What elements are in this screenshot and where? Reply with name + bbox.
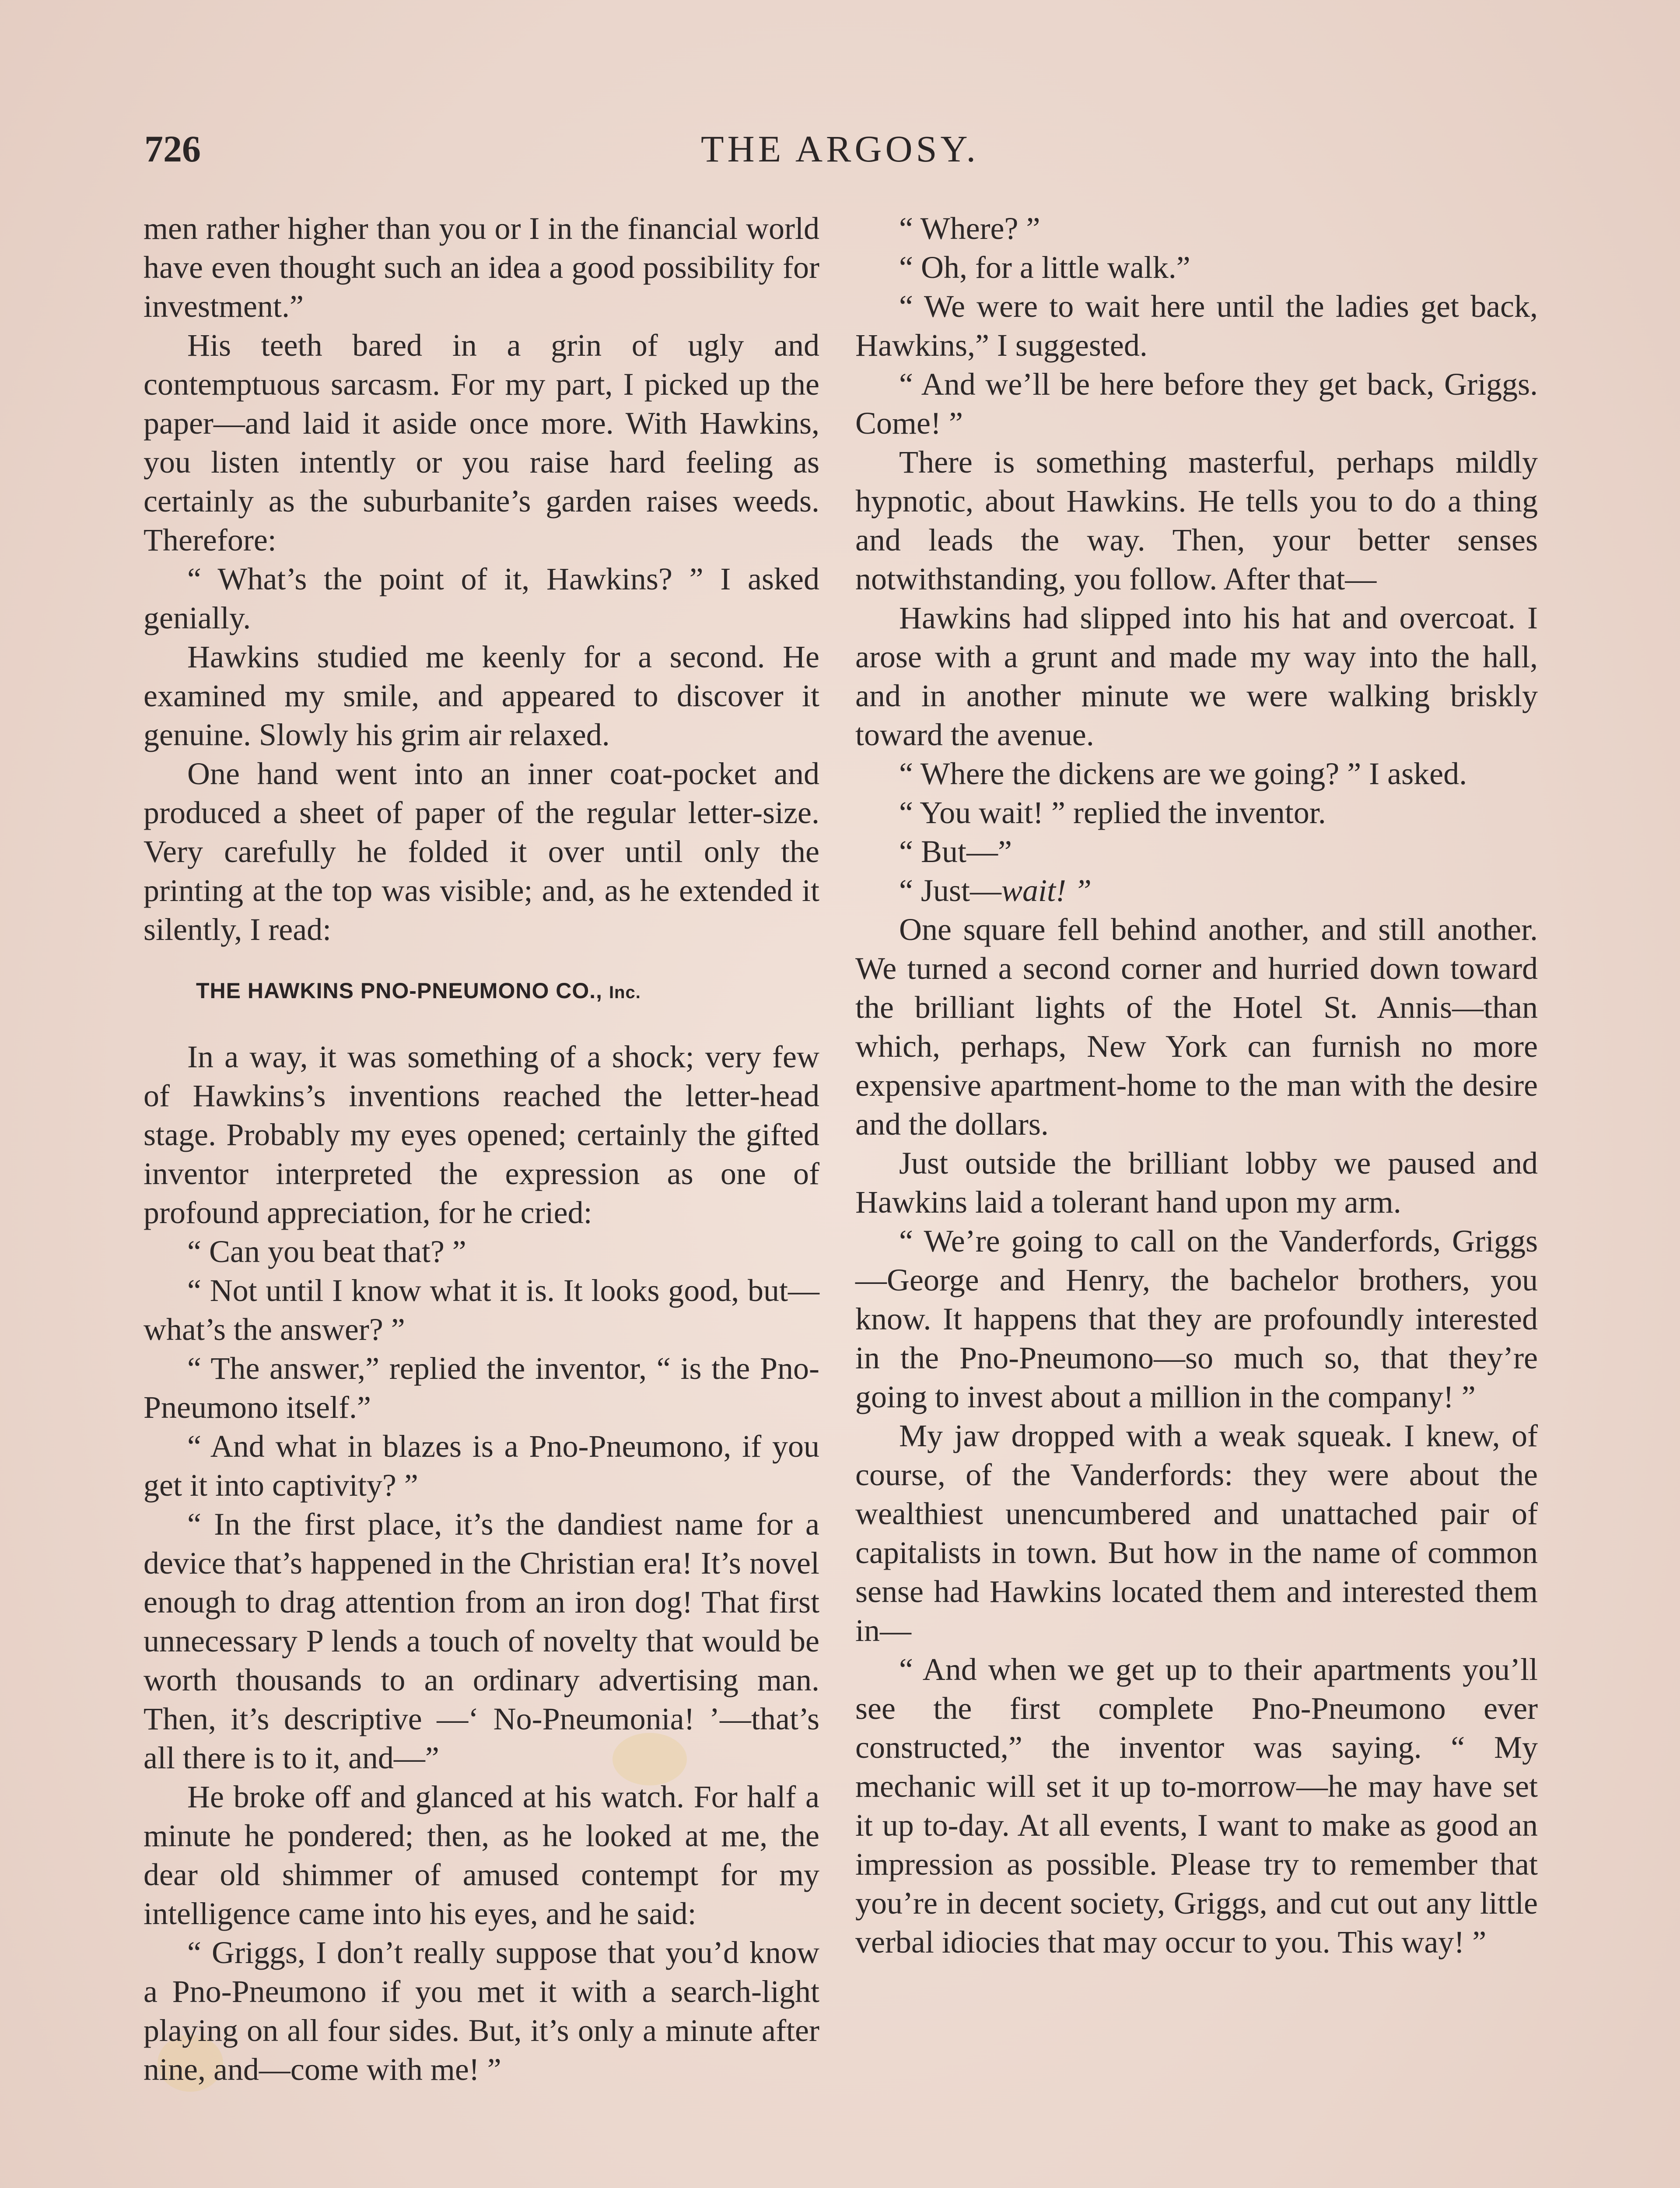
paragraph: He broke off and glanced at his watch. For half a minute he pondered; then, as he looked at me, the dear old shimmer of amused contempt for my intelligence came into his eyes, and he said: — [144, 1779, 819, 1931]
paragraph: “ Griggs, I don’t really suppose that you’d know a Pno-Pneumono if you met it with a search-light playing on all four sides. But, it’s only a minute after nine, and—come with me! ” — [144, 1935, 819, 2087]
paragraph: “ And we’ll be here before they get back, Griggs. Come! ” — [855, 367, 1538, 441]
paragraph: Just outside the brilliant lobby we paused and Hawkins laid a tolerant hand upon my arm. — [855, 1146, 1538, 1220]
right-column — [855, 209, 1538, 1962]
paragraph: “ Where the dickens are we going? ” I asked. — [899, 756, 1467, 791]
paragraph: “ And when we get up to their apartments you’ll see the first complete Pno-Pneumono ever constructed,” the inventor was saying. “ My mechanic will set it up to-morrow—he may have set it up to-day. At all events, I want to make as good an impression as possible. Please try to remember that you’re in decent society, Griggs, and cut out any little verbal idiocies that may occur to you. This way! ” — [855, 1652, 1538, 1960]
paragraph: “ What’s the point of it, Hawkins? ” I asked genially. — [144, 561, 819, 635]
paragraph: “ We were to wait here until the ladies get back, Hawkins,” I suggested. — [855, 289, 1538, 363]
paragraph: “ And what in blazes is a Pno-Pneumono, if you get it into captivity? ” — [144, 1429, 819, 1503]
paragraph: “ Where? ” — [899, 211, 1040, 246]
page-number: 726 — [144, 128, 201, 170]
paragraph: “ Oh, for a little walk.” — [899, 250, 1190, 285]
left-column — [144, 209, 819, 2089]
running-head — [144, 127, 1536, 179]
letterhead-suffix: Inc. — [609, 983, 641, 1002]
italic-text: wait! ” — [1001, 873, 1092, 908]
letterhead — [144, 980, 819, 1003]
paragraph: Hawkins studied me keenly for a second. He examined my smile, and appeared to discover it genuine. Slowly his grim air relaxed. — [144, 639, 819, 752]
paragraph: In a way, it was something of a shock; very few of Hawkins’s inventions reached the letter-head stage. Probably my eyes opened; certainly the gifted inventor interpreted the expression as one of profound appreciation, for he cried: — [144, 1039, 819, 1230]
paragraph: “ Not until I know what it is. It looks good, but—what’s the answer? ” — [144, 1273, 819, 1347]
paragraph: “ In the first place, it’s the dandiest name for a device that’s happened in the Christian era! It’s novel enough to drag attention from an iron dog! That first unnecessary P lends a touch of novelty that would be worth thousands to an ordinary advertising man. Then, it’s descriptive —‘ No-Pneumonia! ’—that’s all there is to it, and—” — [144, 1507, 819, 1775]
letterhead-name: THE HAWKINS PNO-PNEUMONO CO., — [196, 978, 603, 1003]
paragraph: men rather higher than you or I in the financial world have even thought such an idea a good possibility for investment.” — [144, 211, 819, 324]
paragraph: One square fell behind another, and still another. We turned a second corner and hurried down toward the brilliant lights of the Hotel St. Annis—than which, perhaps, New York can furnish no more expensive apartment-home to the man with the desire and the dollars. — [855, 912, 1538, 1142]
paragraph: My jaw dropped with a weak squeak. I knew, of course, of the Vanderfords: they were about the wealthiest unencumbered and unattached pair of capitalists in town. But how in the name of common sense had Hawkins located them and interested them in— — [855, 1418, 1538, 1648]
paragraph: There is something masterful, perhaps mildly hypnotic, about Hawkins. He tells you to do a thing and leads the way. Then, your better senses notwithstanding, you follow. After that— — [855, 445, 1538, 596]
paragraph: His teeth bared in a grin of ugly and contemptuous sarcasm. For my part, I picked up the paper—and laid it aside once more. With Hawkins, you listen intently or you raise hard feeling as certainly as the suburbanite’s garden raises weeds. Therefore: — [144, 328, 819, 558]
paragraph: “ But—” — [899, 834, 1012, 869]
paragraph: “ Can you beat that? ” — [187, 1234, 466, 1269]
journal-title: THE ARGOSY. — [701, 128, 979, 170]
paragraph: “ We’re going to call on the Vanderfords, Griggs—George and Henry, the bachelor brothers, you know. It happens that they are profoundly interested in the Pno-Pneumono—so much so, that they’re going to invest about a million in the company! ” — [855, 1224, 1538, 1414]
paragraph: Hawkins had slipped into his hat and overcoat. I arose with a grunt and made my way into the hall, and in another minute we were walking briskly toward the avenue. — [855, 600, 1538, 752]
paragraph: “ The answer,” replied the inventor, “ is the Pno-Pneumono itself.” — [144, 1351, 819, 1425]
paragraph — [855, 871, 1538, 910]
quote-text: “ Just— — [899, 873, 1001, 908]
paragraph: “ You wait! ” replied the inventor. — [899, 795, 1326, 830]
paragraph: One hand went into an inner coat-pocket and produced a sheet of paper of the regular letter-size. Very carefully he folded it over until only the printing at the top was visible; and, as he extended it silently, I read: — [144, 756, 819, 947]
